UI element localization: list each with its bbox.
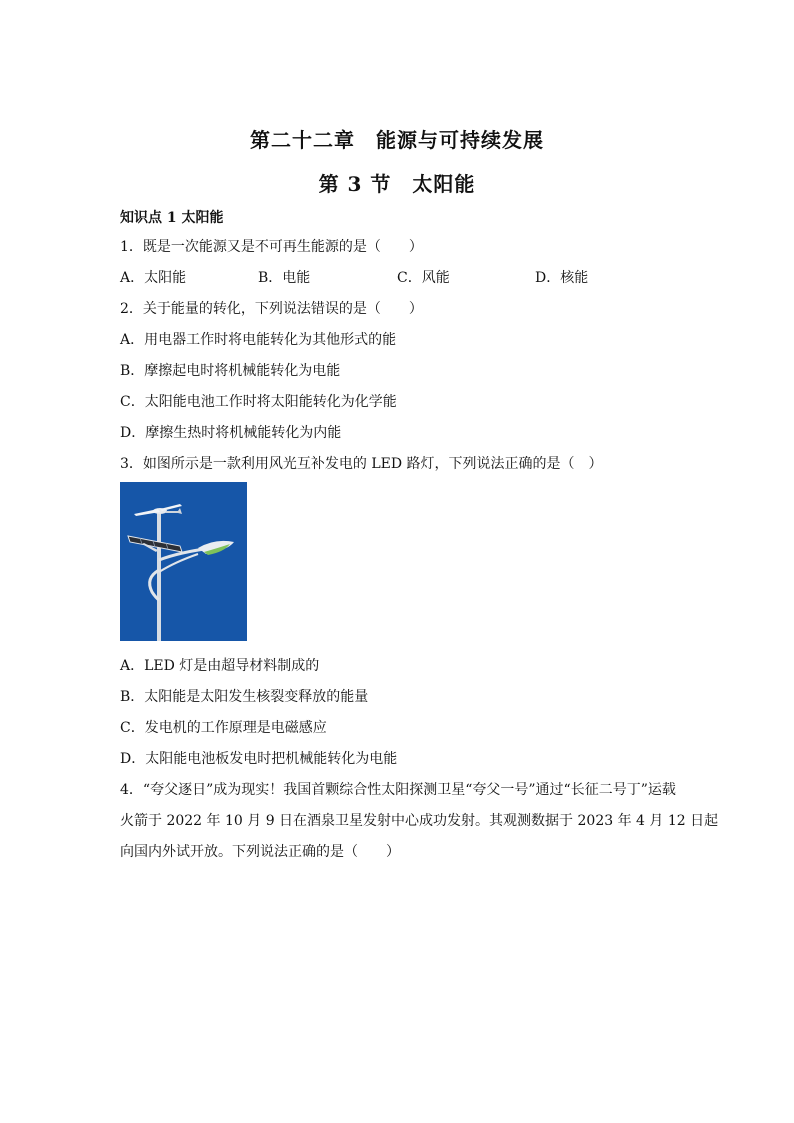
q3-option-a: A．LED 灯是由超导材料制成的 [120, 658, 320, 674]
q1-option-a: A．太阳能 [120, 270, 187, 286]
content [120, 204, 719, 868]
question-4-line-3: 向国内外试开放。下列说法正确的是（ ） [120, 844, 400, 860]
question-2-stem: 2．关于能量的转化，下列说法错误的是（ ） [120, 301, 423, 317]
q3-option-c: C．发电机的工作原理是电磁感应 [120, 720, 327, 736]
q1-option-c: C．风能 [397, 270, 450, 286]
q3-option-d: D．太阳能电池板发电时把机械能转化为电能 [120, 751, 398, 767]
q1-option-d: D．核能 [535, 270, 589, 286]
lamp-pole [157, 512, 161, 641]
q2-option-d: D．摩擦生热时将机械能转化为内能 [120, 425, 342, 441]
question-1-options [120, 263, 690, 294]
knowledge-point-heading: 知识点 1 太阳能 [120, 210, 224, 226]
question-1-stem: 1．既是一次能源又是不可再生能源的是（ ） [120, 239, 423, 255]
figure-background [120, 482, 247, 641]
q1-option-b: B．电能 [258, 270, 311, 286]
chapter-title: 第二十二章 能源与可持续发展 [250, 128, 544, 152]
question-4-line-1: 4．“夸父逐日”成为现实！我国首颗综合性太阳探测卫星“夸父一号”通过“长征二号丁”运载 [120, 782, 676, 798]
q2-option-a: A．用电器工作时将电能转化为其他形式的能 [120, 332, 397, 348]
section-title: 第 3 节 太阳能 [318, 172, 476, 196]
q2-option-b: B．摩擦起电时将机械能转化为电能 [120, 363, 341, 379]
question-3-stem: 3．如图所示是一款利用风光互补发电的 LED 路灯，下列说法正确的是（ ） [120, 456, 603, 472]
street-lamp-figure [120, 482, 247, 641]
question-4-line-2: 火箭于 2022 年 10 月 9 日在酒泉卫星发射中心成功发射。其观测数据于 2023 年 4 月 12 日起 [120, 813, 719, 829]
q2-option-c: C．太阳能电池工作时将太阳能转化为化学能 [120, 394, 397, 410]
q3-option-b: B．太阳能是太阳发生核裂变释放的能量 [120, 689, 369, 705]
